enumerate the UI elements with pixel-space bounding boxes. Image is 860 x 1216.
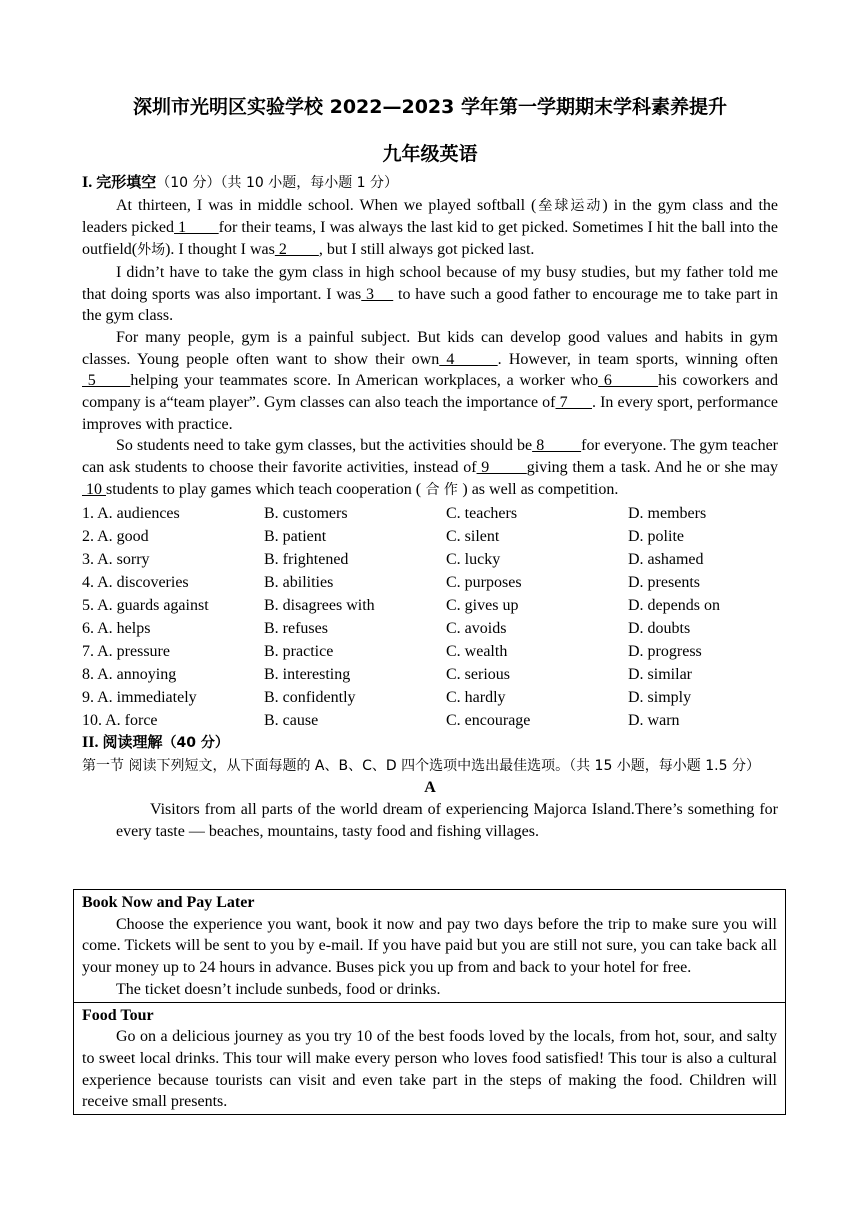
info-box-paragraph: Go on a delicious journey as you try 10 of the best foods loved by the locals, from hot, sour, and salty to sweet local drinks. This tour will make every person who loves food satisfied! This tour is also a cultural experience because tourists can visit and even take part in the steps of making the food. Children will receive small presents. <box>82 1028 777 1111</box>
option-b: B. patient <box>264 527 327 545</box>
passage-text: I didn’t have to take the gym class in high school because of my busy studies, but my father told me that doing sports was also important. I was <box>82 263 778 303</box>
question-option-row <box>82 617 778 640</box>
section-2-instruction: 第一节 阅读下列短文，从下面每题的 A、B、C、D 四个选项中选出最佳选项。（共 15 小题，每小题 1.5 分） <box>82 758 760 775</box>
option-d: D. simply <box>628 689 692 707</box>
passage-label: A <box>424 779 436 797</box>
info-box <box>73 889 786 1115</box>
passage-text: For many people, gym is a painful subject. But kids can develop good values and habits in gym classes. Young people often want to show their own <box>82 328 778 368</box>
option-d: D. presents <box>628 573 700 591</box>
passage-text: . In every sport, performance improves with practice. <box>82 394 779 433</box>
info-box-cell <box>74 890 785 1002</box>
option-b: B. cause <box>264 712 319 730</box>
question-option-row <box>82 640 778 663</box>
answer-blank: 4 <box>439 350 498 368</box>
chinese-gloss: 合 作 <box>421 481 463 498</box>
answer-blank: 3 <box>361 285 394 303</box>
question-option-row <box>82 571 778 594</box>
option-c: C. gives up <box>446 596 519 614</box>
passage-text: ) in the gym class and the leaders picked <box>82 196 778 237</box>
question-option-row <box>82 686 778 709</box>
question-option-row <box>82 709 778 732</box>
section-2-number: II. <box>82 734 99 752</box>
question-option-row <box>82 594 778 617</box>
info-box-paragraph: The ticket doesn’t include sunbeds, food or drinks. <box>116 980 441 998</box>
option-d: D. doubts <box>628 620 691 638</box>
answer-blank: 5 <box>82 372 131 390</box>
answer-blank: 10 <box>82 480 106 498</box>
passage-text: , but I still always got picked last. <box>318 241 535 259</box>
section-2-points: （40 分） <box>162 735 229 752</box>
exam-body <box>82 172 778 842</box>
section-1-heading <box>82 172 778 195</box>
option-a: 6. A. helps <box>82 620 151 638</box>
passage-text: giving them a task. And he or she may <box>526 459 779 477</box>
info-box-title: Food Tour <box>82 1006 154 1024</box>
option-c: C. purposes <box>446 573 522 591</box>
question-option-row <box>82 548 778 571</box>
passage-text: ) as well as competition. <box>462 480 619 498</box>
info-box-title: Book Now and Pay Later <box>82 894 255 911</box>
chinese-gloss: 垒球运动 <box>536 197 603 214</box>
option-a: 7. A. pressure <box>82 643 170 661</box>
answer-blank: 8 <box>532 437 582 455</box>
passage-text: for their teams, I was always the last kid to get picked. Sometimes I hit the ball into the outfield( <box>82 219 779 259</box>
option-c: C. serious <box>446 666 510 684</box>
option-b: B. confidently <box>264 689 356 707</box>
passage-text: . However, in team sports, winning often <box>497 350 779 368</box>
exam-subtitle: 九年级英语 <box>382 143 478 165</box>
option-c: C. teachers <box>446 504 518 522</box>
info-box-cell <box>74 1002 785 1115</box>
passage-text: So students need to take gym classes, but the activities should be <box>116 437 533 455</box>
exam-title: 深圳市光明区实验学校 2022—2023 学年第一学期期末学科素养提升 <box>133 96 727 118</box>
option-c: C. avoids <box>446 620 507 638</box>
answer-blank: 2 <box>274 241 319 259</box>
option-b: B. frightened <box>264 550 349 568</box>
option-c: C. encourage <box>446 712 531 730</box>
option-d: D. depends on <box>628 596 720 614</box>
passage-text: At thirteen, I was in middle school. When we played softball ( <box>116 196 537 214</box>
option-a: 8. A. annoying <box>82 666 177 684</box>
section-2-heading <box>82 732 778 755</box>
answer-blank: 1 <box>174 219 219 237</box>
question-option-row <box>82 525 778 548</box>
passage-text: helping your teammates score. In American workplaces, a worker who <box>130 372 599 390</box>
option-c: C. hardly <box>446 689 506 707</box>
cloze-options <box>82 502 778 733</box>
option-a: 5. A. guards against <box>82 596 209 614</box>
option-c: C. wealth <box>446 643 508 661</box>
option-a: 3. A. sorry <box>82 550 150 568</box>
option-d: D. ashamed <box>628 550 704 568</box>
passage-text: students to play games which teach cooperation ( <box>106 480 422 498</box>
section-2-name: 阅读理解 <box>102 733 163 752</box>
section-1-points: （10 分）（共 10 小题，每小题 1 分） <box>156 175 399 191</box>
passage-text: for everyone. The gym teacher can ask students to choose their favorite activities, instead of <box>82 437 779 477</box>
option-d: D. warn <box>628 712 680 730</box>
passage-text: to have such a good father to encourage me to take part in the gym class. <box>82 285 778 325</box>
option-c: C. silent <box>446 527 500 545</box>
option-b: B. disagrees with <box>264 596 375 614</box>
option-b: B. abilities <box>264 573 334 591</box>
option-a: 1. A. audiences <box>82 504 180 522</box>
question-option-row <box>82 663 778 686</box>
chinese-gloss: 外场 <box>137 242 166 259</box>
option-b: B. interesting <box>264 666 351 684</box>
cloze-passage <box>82 195 778 502</box>
answer-blank: 9 <box>476 459 527 477</box>
cloze-paragraph <box>82 327 778 436</box>
option-b: B. practice <box>264 643 334 661</box>
option-b: B. customers <box>264 504 348 522</box>
option-d: D. progress <box>628 643 702 661</box>
option-d: D. similar <box>628 666 692 684</box>
cloze-paragraph <box>82 262 778 327</box>
option-d: D. members <box>628 504 707 522</box>
cloze-paragraph <box>82 435 778 501</box>
option-d: D. polite <box>628 527 684 545</box>
passage-text: his coworkers and company is a“team player”. Gym classes can also teach the importance of <box>82 372 779 412</box>
option-b: B. refuses <box>264 620 328 638</box>
option-a: 10. A. force <box>82 712 158 730</box>
section-1-number: I. <box>82 174 93 191</box>
passage-text: ). I thought I was <box>165 241 275 259</box>
answer-blank: 7 <box>555 394 593 412</box>
option-a: 4. A. discoveries <box>82 573 189 591</box>
option-a: 9. A. immediately <box>82 689 197 707</box>
section-1-name: 完形填空 <box>96 173 157 191</box>
cloze-paragraph <box>82 195 778 262</box>
answer-blank: 6 <box>598 372 659 390</box>
passage-intro: Visitors from all parts of the world dream of experiencing Majorca Island.There’s something for every taste — beaches, mountains, tasty food and fishing villages. <box>116 800 778 840</box>
question-option-row <box>82 502 778 525</box>
option-c: C. lucky <box>446 550 501 568</box>
info-box-paragraph: Choose the experience you want, book it now and pay two days before the trip to make sure you will come. Tickets will be sent to you by e-mail. If you have paid but you are still not sure, you can take back all your money up to 24 hours in advance. Buses pick you up from and back to your hotel for free. <box>82 915 777 977</box>
option-a: 2. A. good <box>82 527 149 545</box>
